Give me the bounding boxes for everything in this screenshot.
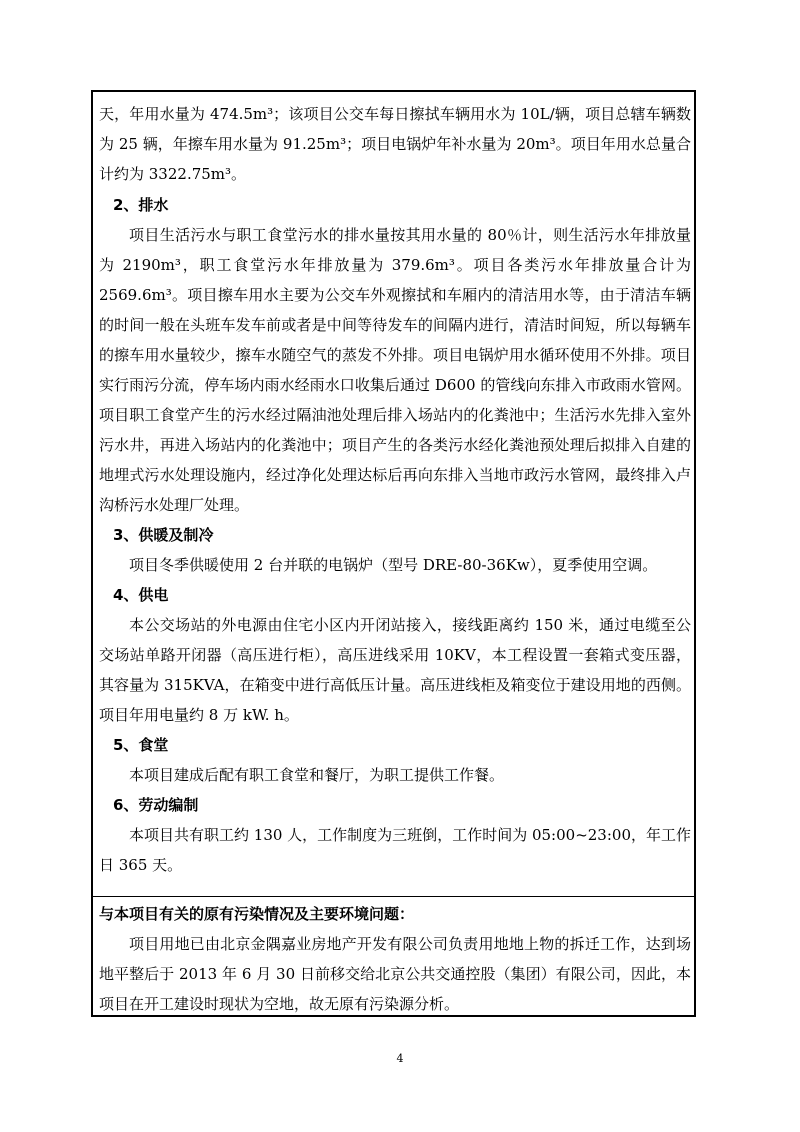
project-overview-section [93, 92, 694, 897]
staffing-paragraph: 本项目共有职工约 130 人，工作制度为三班倒，工作时间为 05:00~23:00，年工作日 365 天。 [99, 826, 691, 874]
power-supply-heading: 4、供电 [113, 586, 169, 604]
staffing-heading: 6、劳动编制 [113, 796, 199, 814]
canteen-paragraph: 本项目建成后配有职工食堂和餐厅，为职工提供工作餐。 [129, 766, 505, 784]
drainage-paragraph: 项目生活污水与职工食堂污水的排水量按其用水量的 80％计，则生活污水年排放量为 2190m³，职工食堂污水年排放量为 379.6m³。项目各类污水年排放量合计为 2569.6m³。项目擦车用水主要为公交车外观擦拭和车厢内的清洁用水等，由于清洁车辆的时间一般在头班车发车前或者是中间等待发车的间隔内进行，清洁时间短，所以每辆车的擦车用水量较少，擦车水随空气的蒸发不外排。项目电锅炉用水循环使用不外排。项目实行雨污分流，停车场内雨水经雨水口收集后通过 D600 的管线向东排入市政雨水管网。项目职工食堂产生的污水经过隔油池处理后排入场站内的化粪池中；生活污水先排入室外污水井，再进入场站内的化粪池中；项目产生的各类污水经化粪池预处理后拟排入自建的地埋式污水处理设施内，经过净化处理达标后再向东排入当地市政污水管网，最终排入卢沟桥污水处理厂处理。 [99, 226, 691, 514]
heating-cooling-heading: 3、供暖及制冷 [113, 526, 214, 544]
heating-cooling-paragraph: 项目冬季供暖使用 2 台并联的电锅炉（型号 DRE-80-36Kw），夏季使用空调。 [129, 556, 658, 574]
page-number: 4 [396, 1052, 404, 1065]
drainage-heading: 2、排水 [113, 196, 169, 214]
power-supply-paragraph: 本公交场站的外电源由住宅小区内开闭站接入，接线距离约 150 米，通过电缆至公交场站单路开闭器（高压进行柜），高压进线采用 10KV，本工程设置一套箱式变压器，其容量为 315KVA，在箱变中进行高低压计量。高压进线柜及箱变位于建设用地的西侧。项目年用电量约 8 万 kW. h。 [99, 616, 691, 724]
canteen-heading: 5、食堂 [113, 736, 169, 754]
existing-pollution-paragraph: 项目用地已由北京金隅嘉业房地产开发有限公司负责用地地上物的拆迁工作，达到场地平整后于 2013 年 6 月 30 日前移交给北京公共交通控股（集团）有限公司，因此，本项目在开工建设时现状为空地，故无原有污染源分析。 [99, 935, 691, 1013]
content-frame [91, 90, 696, 1017]
water-supply-paragraph: 天，年用水量为 474.5m³；该项目公交车每日擦拭车辆用水为 10L/辆，项目总辖车辆数为 25 辆，年擦车用水量为 91.25m³；项目电锅炉年补水量为 20m³。项目年用水总量合计约为 3322.75m³。 [99, 105, 691, 183]
existing-pollution-heading: 与本项目有关的原有污染情况及主要环境问题： [99, 905, 415, 923]
